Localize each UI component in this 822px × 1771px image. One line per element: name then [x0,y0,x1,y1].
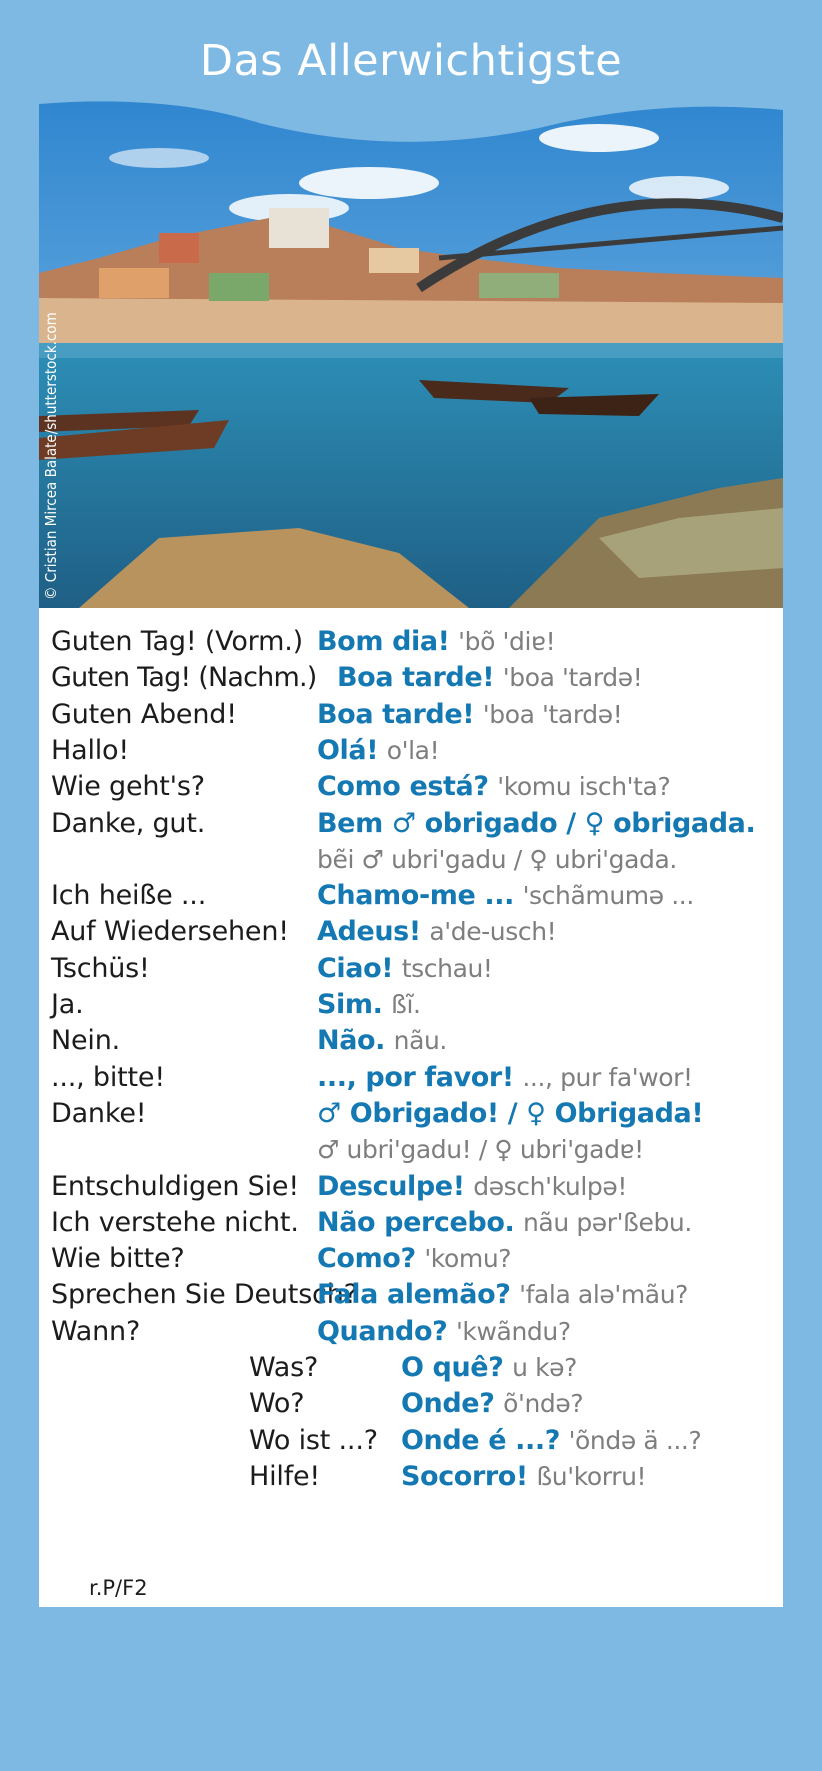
portuguese-translation [317,1171,627,1202]
phrase-row [39,699,783,739]
phrase-row [39,808,783,848]
pronunciation: 'boa 'tardə! [482,699,623,729]
phrase-row [39,1098,783,1138]
pronunciation: ßĩ. [391,990,421,1019]
portuguese-phrase: Chamo-me ... [317,880,514,912]
portuguese-translation [317,1025,447,1056]
portuguese-translation [317,880,694,911]
short-phrase-row [39,1425,783,1465]
short-phrase-row [39,1388,783,1428]
portuguese-phrase: Onde? [401,1388,495,1420]
pronunciation: nãu. [393,1026,447,1056]
german-phrase: Wo? [249,1388,305,1420]
portuguese-translation [317,1098,703,1129]
german-phrase: Ich verstehe nicht. [51,1206,299,1238]
pronunciation: 'schãmumə ... [522,881,694,911]
german-phrase: Wann? [51,1315,141,1347]
phrase-row [39,989,783,1029]
portuguese-translation [401,1352,577,1383]
pronunciation: 'bõ 'diɐ! [458,627,556,656]
portuguese-translation [317,735,439,766]
portuguese-phrase: Socorro! [401,1460,528,1492]
phrase-row [39,1279,783,1319]
portuguese-phrase: Como está? [317,771,489,803]
phrase-row [39,771,783,811]
phrase-row [39,1171,783,1211]
pronunciation: a'de-usch! [429,917,557,947]
portuguese-phrase: Não percebo. [317,1206,515,1238]
portuguese-translation [317,808,755,839]
german-phrase: Hallo! [51,734,129,766]
phrase-row [39,880,783,920]
photo-credit: © Cristian Mircea Balate/shutterstock.com [42,312,60,600]
portuguese-phrase: Bom dia! [317,626,450,657]
portuguese-translation [401,1425,701,1456]
german-phrase: Ja. [51,989,84,1020]
short-phrase-row [39,1352,783,1392]
portuguese-translation [317,844,677,875]
portuguese-phrase: Boa tarde! [317,698,475,730]
phrase-row [39,735,783,775]
portuguese-translation [317,699,622,730]
short-phrase-row [39,1461,783,1501]
portuguese-phrase: ♂ Obrigado! / ♀ Obrigada! [317,1097,704,1129]
german-phrase: Entschuldigen Sie! [51,1170,299,1202]
pronunciation: 'kwãndu? [455,1316,571,1346]
german-phrase: Guten Tag! (Nachm.) [51,662,317,694]
german-phrase: Guten Abend! [51,698,237,730]
german-phrase: Wie geht's? [51,771,205,803]
portuguese-translation [317,989,421,1020]
portuguese-phrase: Desculpe! [317,1170,465,1202]
phrase-row [39,1316,783,1356]
portuguese-translation [401,1388,583,1419]
german-phrase: ..., bitte! [51,1061,165,1093]
portuguese-phrase: Como? [317,1243,416,1275]
pronunciation: o'la! [386,735,440,765]
pronunciation: õ'ndə? [503,1389,584,1419]
portuguese-phrase: ..., por favor! [317,1061,514,1093]
pronunciation: dəsch'kulpə! [473,1171,627,1201]
phrase-row [39,1025,783,1065]
portuguese-translation [317,1279,688,1310]
phrase-row [39,1062,783,1102]
german-phrase: Guten Tag! (Vorm.) [51,626,303,657]
portuguese-phrase: Bem ♂ obrigado / ♀ obrigada. [317,807,756,839]
german-phrase: Ich heiße ... [51,880,207,912]
portuguese-translation [317,1316,571,1347]
german-phrase: Nein. [51,1025,121,1057]
portuguese-phrase: Não. [317,1025,386,1057]
pronunciation: ♂ ubri'gadu! / ♀ ubri'gadɐ! [317,1135,644,1165]
phrase-row [39,916,783,956]
german-phrase: Sprechen Sie Deutsch? [51,1279,358,1311]
pronunciation: tschau! [401,953,493,983]
pronunciation: nãu pər'ßebu. [522,1207,692,1237]
phrase-panel [39,608,783,1607]
portuguese-translation [337,662,642,693]
portuguese-translation [317,916,556,947]
pronunciation: u kə? [512,1353,577,1382]
footer-code: r.P/F2 [89,1576,148,1600]
portuguese-phrase: Sim. [317,989,383,1020]
portuguese-translation [317,1134,644,1165]
german-phrase: Wo ist ...? [249,1424,378,1456]
portuguese-phrase: Onde é ...? [401,1424,560,1456]
portuguese-translation [317,771,670,802]
portuguese-translation [317,1243,511,1274]
portuguese-phrase: Adeus! [317,916,421,948]
german-phrase: Danke, gut. [51,807,206,839]
phrase-row [39,953,783,993]
portuguese-translation [317,1062,693,1093]
german-phrase: Tschüs! [51,952,150,984]
phrase-row [39,626,783,666]
portuguese-phrase: Olá! [317,734,379,766]
portuguese-translation [317,1207,692,1238]
porto-river-photo [39,98,783,608]
phrase-row [39,1243,783,1283]
pronunciation: 'boa 'tardə! [502,663,643,693]
german-phrase: Wie bitte? [51,1243,185,1275]
portuguese-phrase: Ciao! [317,952,394,984]
german-phrase: Danke! [51,1097,147,1129]
pronunciation: 'õndə ä ...? [568,1425,702,1455]
pronunciation: ..., pur fa'wor! [522,1062,693,1092]
german-phrase: Was? [249,1352,319,1383]
german-phrase: Auf Wiedersehen! [51,916,289,948]
pronunciation: ßu'korru! [536,1461,647,1491]
portuguese-translation [317,626,555,657]
pronunciation: bẽi ♂ ubri'gadu / ♀ ubri'gada. [317,844,677,874]
page-title: Das Allerwichtigste [199,36,623,86]
german-phrase: Hilfe! [249,1460,321,1492]
phrase-row [39,1207,783,1247]
phrase-row [39,1134,783,1174]
pronunciation: 'komu? [424,1244,512,1274]
portuguese-phrase: Fala alemão? [317,1279,511,1311]
portuguese-translation [401,1461,646,1492]
portuguese-translation [317,953,493,984]
phrase-row [39,844,783,884]
pronunciation: 'fala alə'mãu? [519,1280,689,1310]
phrase-row [39,662,783,702]
portuguese-phrase: Boa tarde! [337,662,495,694]
portuguese-phrase: O quê? [401,1352,504,1383]
portuguese-phrase: Quando? [317,1315,448,1347]
pronunciation: 'komu isch'ta? [497,772,671,802]
